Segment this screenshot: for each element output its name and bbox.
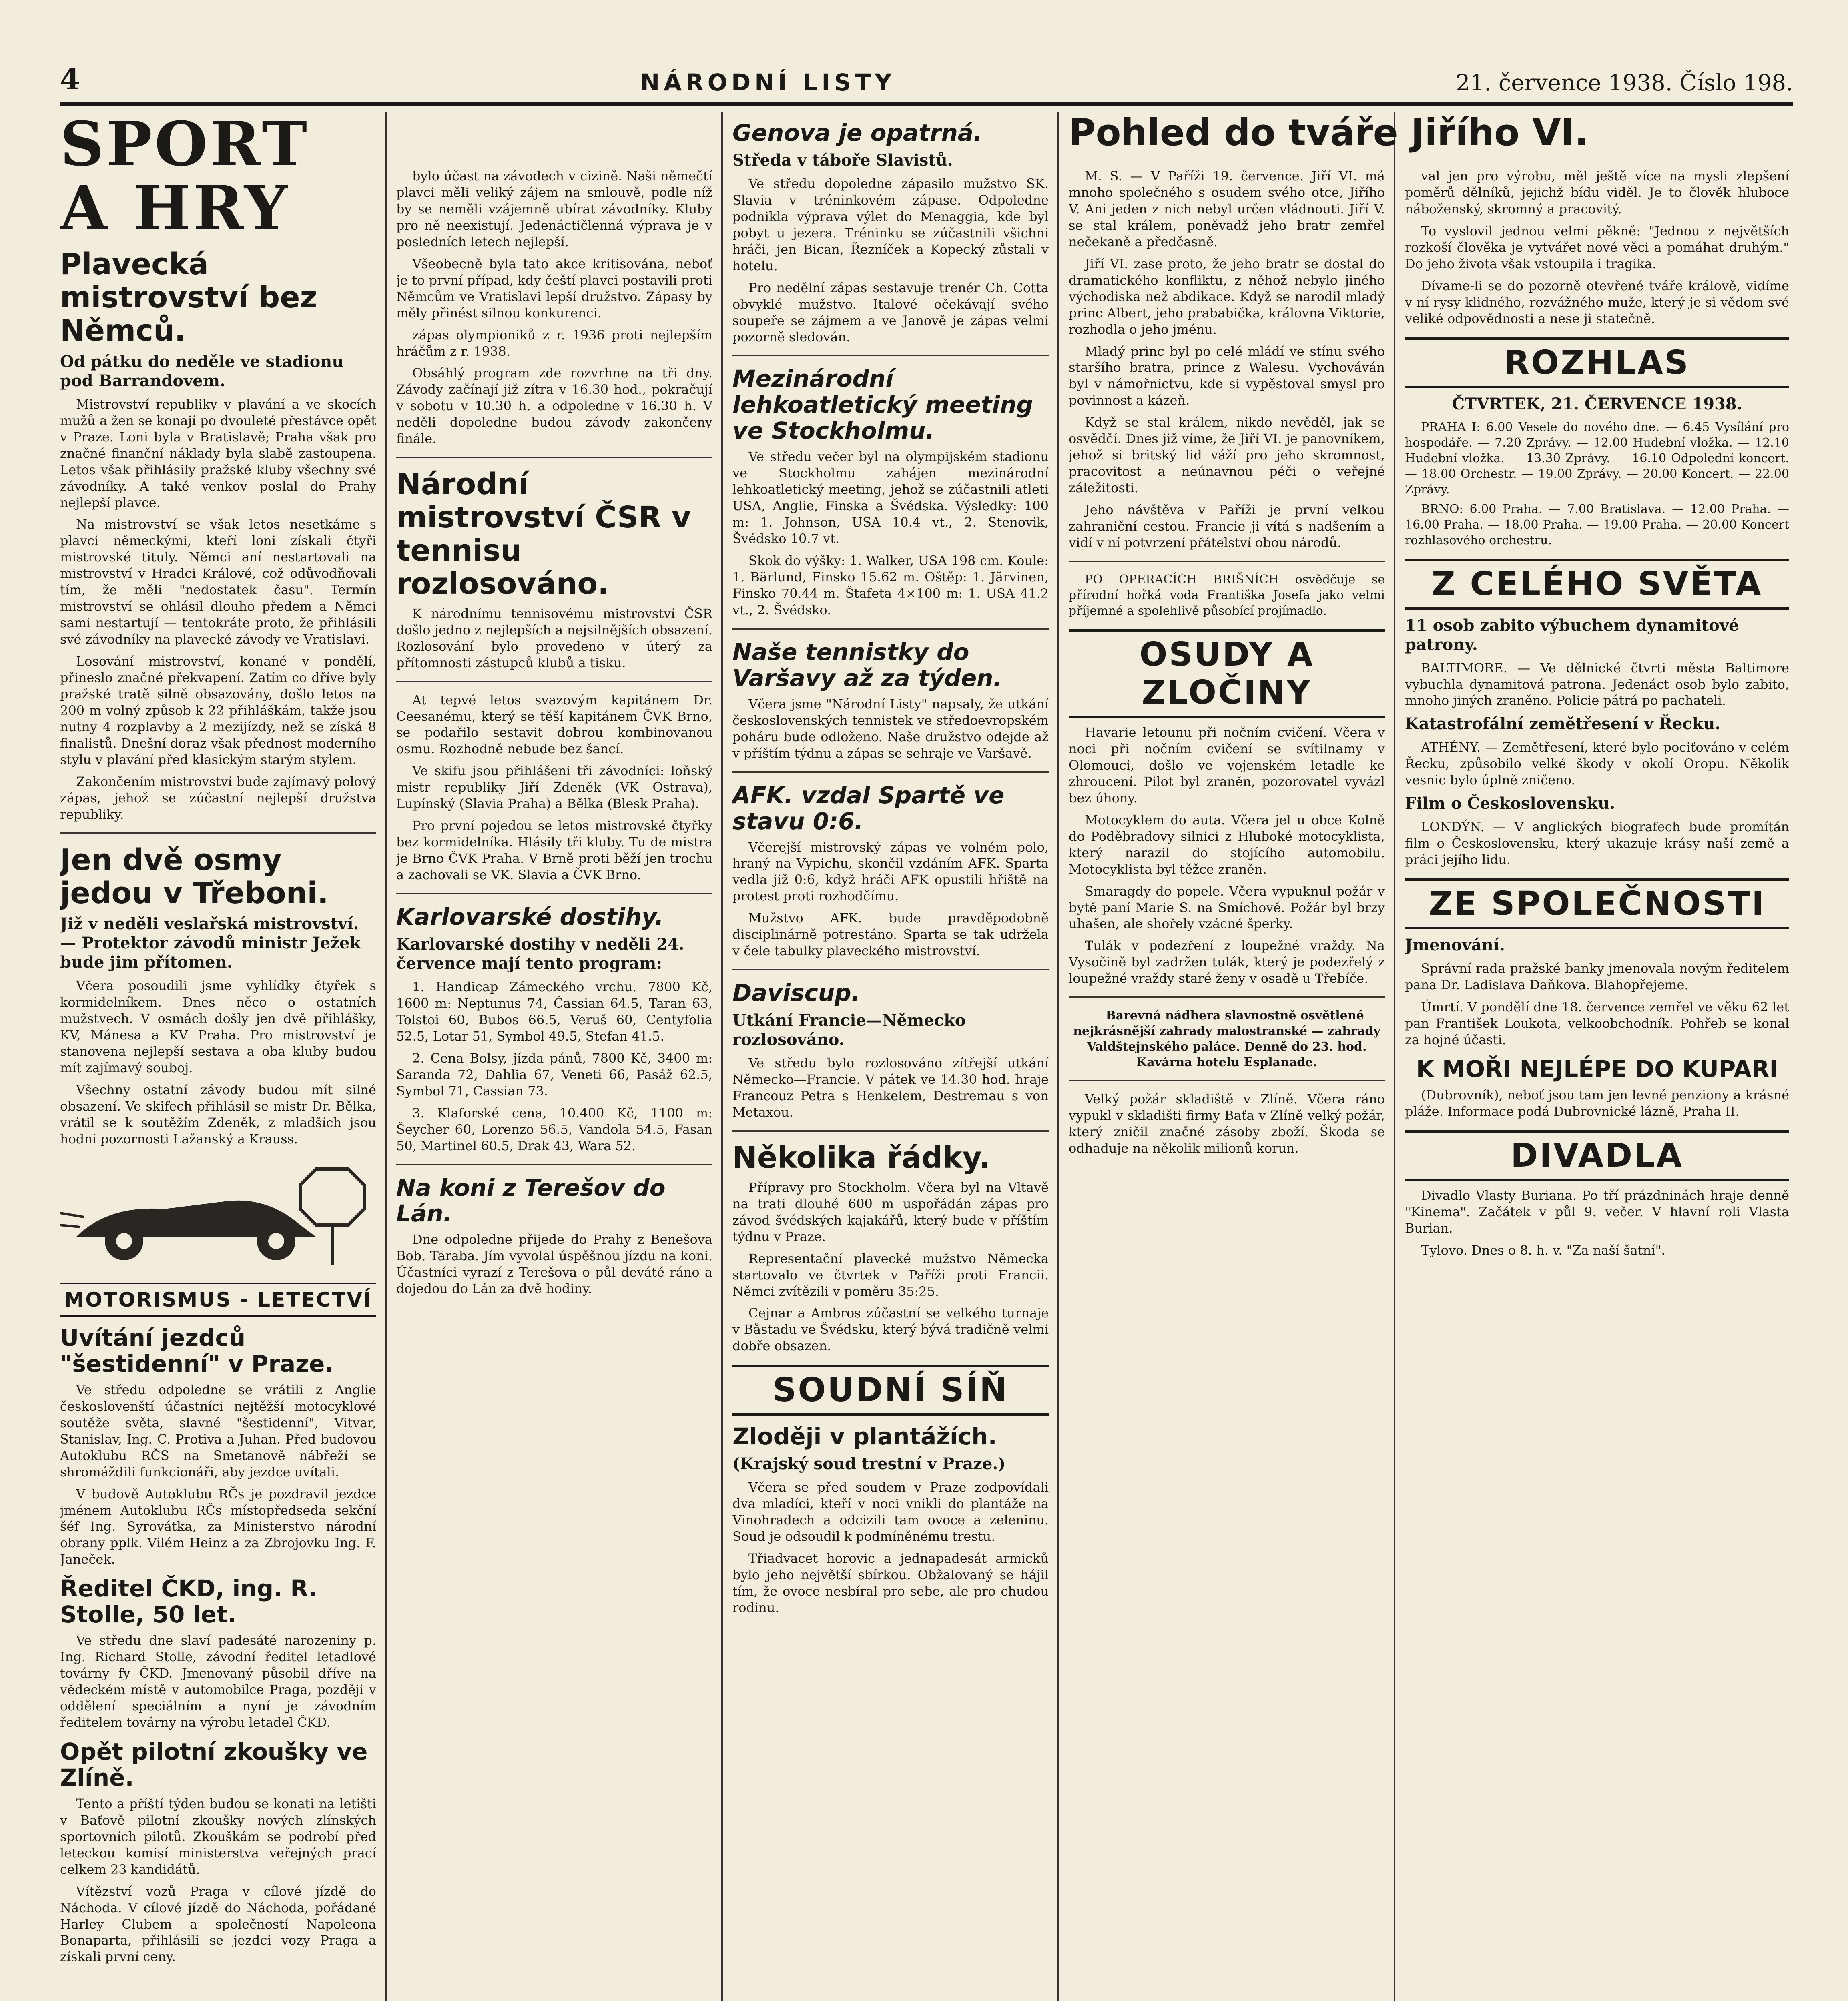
article-paragraph: Jeho návštěva v Paříži je první velkou zahraniční cestou. Francie ji vítá s nadšením a vidí v ní potvrzení přátelství obou národů. xyxy=(1069,502,1385,551)
divider xyxy=(396,1164,712,1165)
article-subhead: ČTVRTEK, 21. ČERVENCE 1938. xyxy=(1452,394,1742,413)
divider xyxy=(1069,996,1385,998)
column-rule xyxy=(1057,112,1059,2001)
divider xyxy=(60,832,376,834)
article-paragraph: Vítězství vozů Praga v cílové jízdě do Náchoda. V cílové jízdě do Náchoda, pořádané Harley Clubem a společností Napoleona Bonaparta, přihlásili se jezdci vozy Praga a získali první ceny. xyxy=(60,1883,376,1965)
article-paragraph: Tulák v podezření z loupežné vraždy. Na Vysočině byl zadržen tulák, který je podezřelý z loupežné vraždy staré ženy v osadě u Třebíče. xyxy=(1069,938,1385,986)
motor-car-illustration xyxy=(60,1157,376,1269)
article-paragraph: Pro první pojedou se letos mistrovské čtyřky bez kormidelníka. Hlásily tři kluby. Tu de mistra je Brno ČVK Praha. V Brně proti běží jen trochu a zachovali se VK. Slavia a ČVK Brno. xyxy=(396,818,712,883)
article-paragraph: Včerejší mistrovský zápas ve volném polo, hraný na Vypichu, skončil vzdáním AFK. Sparta vedla již 0:6, když hráči AFK opustili hřiště na protest proti rozhodčímu. xyxy=(732,839,1049,904)
article-paragraph: Správní rada pražské banky jmenovala novým ředitelem pana Dr. Ladislava Daňkova. Blahopřejeme. xyxy=(1405,961,1789,993)
divider xyxy=(396,681,712,682)
section-banner: MOTORISMUS - LETECTVÍ xyxy=(60,1283,376,1317)
article-paragraph: zápas olympioniků z r. 1936 proti nejlepším hráčům z r. 1938. xyxy=(396,327,712,359)
article-paragraph: Včera se před soudem v Praze zodpovídali dva mladíci, kteří v noci vnikli do plantáže na Vinohradech a odcizili tam ovoce a zeleninu. Soud je odsoudil k podmíněnému trestu. xyxy=(732,1480,1049,1544)
article-paragraph: Representační plavecké mužstvo Německa startovalo ve čtvrtek v Paříži proti Francii. Němci zvítězili v poměru 35:25. xyxy=(732,1251,1049,1299)
article-paragraph: Úmrtí. V pondělí dne 18. července zemřel ve věku 62 let pan František Loukota, velkoobchodník. Pohřeb se konal za hojné účasti. xyxy=(1405,999,1789,1047)
section-box-title: Z CELÉHO SVĚTA xyxy=(1431,565,1763,603)
column-4 xyxy=(1069,168,1385,1162)
section-box-title: SOUDNÍ SÍŇ xyxy=(773,1371,1009,1410)
article-subhead: Od pátku do neděle ve stadionu pod Barrandovem. xyxy=(60,352,344,390)
advert-headline: K MOŘI NEJLÉPE DO KUPARI xyxy=(1416,1055,1778,1083)
article-paragraph: Když se stal králem, nikdo nevěděl, jak se osvědčí. Dnes již víme, že Jiří VI. je panovníkem, jehož si britský lid váží pro jeho skromnost, pracovitost a neúnavnou péči o veřejné záležitosti. xyxy=(1069,415,1385,496)
article-headline: Plavecká mistrovství bez Němců. xyxy=(60,247,317,348)
article-paragraph: bylo účast na závodech v cizině. Naši němečtí plavci měli veliký zájem na smlouvě, podle níž by se neměli vzájemně ubírat závodníky. Kluby pro ně neexistují. Jedenáctičlenná výprava je v posledních letech nejlepší. xyxy=(396,168,712,249)
article-paragraph: Losování mistrovství, konané v pondělí, přineslo značné překvapení. Zatím co dříve byly pražské tratě silně obsazovány, došlo letos na 200 m volný způsob k 22 přihláškám, takže jsou nutny 4 rozplavby a 2 mezijízdy, než se získá 8 finalistů. Dnešní doraz však přednost moderního stylu v plavání před klasickým starým stylem. xyxy=(60,654,376,767)
article-paragraph: To vyslovil jednou velmi pěkně: "Jednou z největších rozkoší člověka je vytvářet nové věci a pomáhat druhým." Do jeho života však vstoupila i tragika. xyxy=(1405,223,1789,271)
article-paragraph: Cejnar a Ambros zúčastní se velkého turnaje v Båstadu ve Švédsku, který bývá tradičně velmi dobře obsazen. xyxy=(732,1305,1049,1354)
article-paragraph: Mladý princ byl po celé mládí ve stínu svého staršího bratra, prince z Walesu. Vychováván byl v námořnictvu, kde si vypěstoval smysl pro povinnost a kázeň. xyxy=(1069,343,1385,408)
divider xyxy=(396,893,712,894)
article-paragraph: K národnímu tennisovému mistrovství ČSR došlo jedno z nejlepších a nejsilnějších obsazení. Rozlosování bylo provedeno v úterý za přítomnosti zástupců klubů a tisku. xyxy=(396,606,712,670)
divider xyxy=(732,355,1049,356)
article-paragraph: V budově Autoklubu RČs je pozdravil jezdce jménem Autoklubu RČs místopředseda sekční šéf Ing. Syrovátka, za Ministerstvo národní obrany pplk. Vilém Heinz a za Zbrojovku Ing. F. Janeček. xyxy=(60,1486,376,1567)
article-headline: Několika řádky. xyxy=(732,1140,990,1175)
article-headline: Národní mistrovství ČSR v tennisu rozlosováno. xyxy=(396,467,691,601)
article-paragraph: Tento a příští týden budou se konati na letišti v Baťově pilotní zkoušky nových zlínských sportovních pilotů. Zkouškám se podrobí před leteckou komisí ministerstva veřejných prací celkem 23 kandidátů. xyxy=(60,1796,376,1877)
article-paragraph: At tepvé letos svazovým kapitánem Dr. Ceesanému, který se těší kapitánem ČVK Brno, se podařilo sestavit dobrou kombinovanou osmu. Rozhodně nebude bez šancí. xyxy=(396,692,712,757)
article-subhead: 11 osob zabito výbuchem dynamitové patrony. xyxy=(1405,616,1739,654)
column-3 xyxy=(732,112,1049,1622)
advert-note: Barevná nádhera slavnostně osvětlené nejkrásnější zahrady malostranské — zahrady Valdštejnského paláce. Denně do 23. hod. Kavárna hotelu Esplanade. xyxy=(1073,1009,1380,1070)
article-paragraph: LONDÝN. — V anglických biografech bude promítán film o Československu, který ukazuje krásy naší země a práci jejího lidu. xyxy=(1405,819,1789,868)
section-box xyxy=(1405,337,1789,388)
article-paragraph: Včera posoudili jsme vyhlídky čtyřek s kormidelníkem. Dnes něco o ostatních mužstvech. V osmách došly jen dvě přihlášky, KV, Mánesa a KV Praha. Pro mistrovství je stanovena nejlepší sestava a oba kluby budou mít zajímavý souboj. xyxy=(60,978,376,1076)
article-headline: Uvítání jezdců "šestidenní" v Praze. xyxy=(60,1324,334,1377)
article-headline: AFK. vzdal Spartě ve stavu 0:6. xyxy=(732,781,1005,835)
section-box-title: DIVADLA xyxy=(1511,1136,1683,1175)
article-headline: Genova je opatrná. xyxy=(732,119,982,146)
section-box-title: ROZHLAS xyxy=(1504,343,1690,382)
article-subhead: Film o Československu. xyxy=(1405,794,1615,813)
article-paragraph: Divadlo Vlasty Buriana. Po tří prázdninách hraje denně "Kinema". Začátek v půl 9. večer. V hlavní roli Vlasta Burian. xyxy=(1405,1187,1789,1236)
section-box xyxy=(1405,559,1789,610)
article-paragraph: Dne odpoledne přijede do Prahy z Benešova Bob. Taraba. Jím vyvolal úspěšnou jízdu na koni. Účastníci vyrazí z Terešova o půl deváté ráno a dojedou do Lán za dvě hodiny. xyxy=(396,1232,712,1297)
divider xyxy=(1069,1080,1385,1081)
paper-name: NÁRODNÍ LISTY xyxy=(640,69,896,96)
article-subhead: (Krajský soud trestní v Praze.) xyxy=(732,1454,1006,1474)
divider xyxy=(732,969,1049,970)
article-subhead: Středa v táboře Slavistů. xyxy=(732,150,953,170)
article-paragraph: Všeobecně byla tato akce kritisována, neboť je to první případ, kdy čeští plavci postavili proti Němcům ve Vratislavi lepší družstvo. Zápasy by měly přinést silnou konkurenci. xyxy=(396,256,712,321)
article-paragraph: Velký požár skladiště v Zlíně. Včera ráno vypukl v skladišti firmy Baťa v Zlíně velký požár, který zničil značné zásoby zboží. Škoda se odhaduje na několik milionů korun. xyxy=(1069,1091,1385,1156)
section-box-title: OSUDY A ZLOČINY xyxy=(1139,635,1314,712)
article-headline: Karlovarské dostihy. xyxy=(396,903,664,931)
article-headline: Na koni z Terešov do Lán. xyxy=(396,1174,666,1227)
divider xyxy=(396,457,712,458)
article-paragraph: BALTIMORE. — Ve dělnické čtvrti města Baltimore vybuchla dynamitová patrona. Jedenáct osob bylo zabito, mnoho jiných zraněno. Policie pátrá po pachateli. xyxy=(1405,660,1789,708)
article-paragraph: Jiří VI. zase proto, že jeho bratr se dostal do dramatického konfliktu, z něhož nebylo jiného východiska než abdikace. Když se narodil mladý princ Albert, jeho prababička, královna Viktorie, rozhodla o jeho jménu. xyxy=(1069,256,1385,337)
divider xyxy=(1069,561,1385,562)
article-paragraph: Ve skifu jsou přihlášeni tři závodníci: loňský mistr republiky Jiří Zdeněk (VK Ostrava), Lupínský (Slavia Praha) a Bělka (Blesk Praha). xyxy=(396,763,712,812)
article-paragraph: 3. Klaforské cena, 10.400 Kč, 1100 m: Šeycher 60, Lorenzo 56.5, Vandola 54.5, Fasan 50, Martinel 60.5, Drak 43, Wara 52. xyxy=(396,1105,712,1153)
article-paragraph: Tylovo. Dnes o 8. h. v. "Za naší šatní". xyxy=(1421,1242,1665,1258)
article-paragraph: Včera jsme "Národní Listy" napsaly, že utkání československých tennistek ve středoevropském poháru bude odloženo. Naše družstvo odejde až v příštím týdnu a zápas se sehraje ve Varšavě. xyxy=(732,696,1049,761)
masthead xyxy=(60,60,1793,106)
article-paragraph: 1. Handicap Zámeckého vrchu. 7800 Kč, 1600 m: Neptunus 74, Čassian 64.5, Taran 63, Tolstoi 60, Bubos 66.5, Veruš 60, Centyfolia 52.5, Lotar 51, Symbol 49.5, Stefan 41.5. xyxy=(396,979,712,1044)
section-box xyxy=(1405,878,1789,929)
column-rule xyxy=(721,112,723,2001)
issue-date: 21. července 1938. Číslo 198. xyxy=(1455,70,1793,96)
column-2 xyxy=(396,168,712,1303)
article-paragraph: Obsáhlý program zde rozvrhne na tři dny. Závody začínají již zítra v 16.30 hod., pokračují v sobotu v 10.30 h. a odpoledne v 16.30 h. V neděli dopoledne budou závody zakončeny finále. xyxy=(396,365,712,447)
article-paragraph: Zakončením mistrovství bude zajímavý polový zápas, jehož se zúčastní nejlepší družstva republiky. xyxy=(60,774,376,822)
page-number: 4 xyxy=(60,62,80,96)
article-paragraph: val jen pro výrobu, měl ještě více na mysli zlepšení poměrů dělníků, jejichž bídu viděl. Je to člověk hluboce náboženský, skromný a pracovitý. xyxy=(1405,168,1789,217)
column-4-headline-span xyxy=(1069,112,1729,158)
article-headline: Ředitel ČKD, ing. R. Stolle, 50 let. xyxy=(60,1575,318,1628)
column-5 xyxy=(1405,168,1789,1264)
divider xyxy=(732,771,1049,773)
article-paragraph: (Dubrovník), neboť jsou tam jen levné penziony a krásné pláže. Informace podá Dubrovnické lázně, Praha II. xyxy=(1405,1087,1789,1119)
article-paragraph: 2. Cena Bolsy, jízda pánů, 7800 Kč, 3400 m: Saranda 72, Dahlia 67, Veneti 66, Pasáž 62.5, Symbol 71, Cassian 73. xyxy=(396,1050,712,1099)
divider xyxy=(732,628,1049,630)
article-subhead: Již v neděli veslařská mistrovství. — Protektor závodů ministr Ježek bude jim přítomen. xyxy=(60,914,361,972)
article-paragraph: Skok do výšky: 1. Walker, USA 198 cm. Koule: 1. Bärlund, Finsko 15.62 m. Oštěp: 1. Järvinen, Finsko 70.44 m. Štafeta 4×100 m: 1. USA 41.2 vt., 2. Švédsko. xyxy=(732,553,1049,618)
article-paragraph: Ve středu dne slaví padesáté narozeniny p. Ing. Richard Stolle, závodní ředitel letadlové továrny fy ČKD. Jmenovaný působil dříve na vědeckém místě v automobilce Praga, později v oddělení speciálním a nyní je závodním ředitelem továrny na výrobu letadel ČKD. xyxy=(60,1633,376,1730)
article-paragraph: Dívame-li se do pozorně otevřené tváře králově, vidíme v ní rysy klidného, rozvážného muže, který je si vědom své veliké odpovědnosti a nese ji statečně. xyxy=(1405,278,1789,326)
advert-note: PO OPERACÍCH BRIŠNÍCH osvědčuje se přírodní hořká voda Františka Josefa jako velmi příjemné a spolehlivě působící projímadlo. xyxy=(1069,572,1385,618)
article-headline: Zloději v plantážích. xyxy=(732,1423,997,1450)
article-paragraph: Havarie letounu při nočním cvičení. Včera v noci při nočním cvičení se svítilnamy v Olomouci, došlo ve vojenském letadle ke zhroucení. Pilot byl zraněn, pozorovatel vyvázl bez úhony. xyxy=(1069,724,1385,806)
article-paragraph: Ve středu dopoledne zápasilo mužstvo SK. Slavia v tréninkovém zápase. Odpoledne podnikla výprava výlet do Menaggia, kde byl pobyt u jezera. Tréninku se zúčastnili všichni hráči, jen Bican, Řezníček a Kopecký zůstali v hotelu. xyxy=(732,176,1049,273)
article-headline: Pohled do tváře Jiřího VI. xyxy=(1069,112,1589,154)
column-1 xyxy=(60,112,376,1971)
section-box xyxy=(1069,629,1385,718)
article-paragraph: Smaragdy do popele. Včera vypuknul požár v bytě paní Marie S. na Smíchově. Požár byl brzy uhašen, ale shořely vzácné šperky. xyxy=(1069,883,1385,932)
article-paragraph: Motocyklem do auta. Včera jel u obce Kolně do Poděbradovy silnici z Hluboké motocyklista, který narazil do stojícího automobilu. Motocyklista byl těžce zraněn. xyxy=(1069,812,1385,877)
article-paragraph: Na mistrovství se však letos nesetkáme s plavci německými, kteří loni získali čtyři mistrovské tituly. Němci aní nestartovali na mistrovství v Hradci Králové, což odůvodňovali tím, že měli "nedostatek času". Termín mistrovství se ohlásil dlouho předem a Němci sami nestartují — tentokráte proto, že přihlásili své závodníky na plavecké závody ve Vratislavi. xyxy=(60,517,376,647)
section-box xyxy=(1405,1130,1789,1181)
article-subhead: Utkání Francie—Německo rozlosováno. xyxy=(732,1011,966,1049)
radio-listing: PRAHA I: 6.00 Vesele do nového dne. — 6.45 Vysílání pro hospodáře. — 7.20 Zprávy. — 12.00 Hudební vložka. — 12.10 Hudební vložka. — 13.30 Zprávy. — 16.10 Odpolední koncert. — 18.00 Orchestr. — 19.00 Zprávy. — 20.00 Koncert. — 22.00 Zprávy. xyxy=(1405,420,1789,497)
article-headline: Mezinárodní lehkoatletický meeting ve Stockholmu. xyxy=(732,365,1033,445)
radio-listing: BRNO: 6.00 Praha. — 7.00 Bratislava. — 12.00 Praha. — 16.00 Praha. — 18.00 Praha. — 19.00 Praha. — 20.00 Koncert rozhlasového orchestru. xyxy=(1405,502,1789,547)
section-box-title: ZE SPOLEČNOSTI xyxy=(1429,885,1766,923)
article-paragraph: Pro nedělní zápas sestavuje trenér Ch. Cotta obvyklé mužstvo. Italové očekávají svého soupeře se zájmem a ve Janově je zápas velmi pozorně sledován. xyxy=(732,280,1049,345)
article-headline: Naše tennistky do Varšavy až za týden. xyxy=(732,638,1002,692)
article-headline: Opět pilotní zkoušky ve Zlíně. xyxy=(60,1738,368,1791)
section-title: SPORT A HRY xyxy=(60,112,310,244)
article-paragraph: Mužstvo AFK. bude pravděpodobně disciplinárně potrestáno. Sparta se tak udržela v čele tabulky plaveckého mistrovství. xyxy=(732,910,1049,959)
article-paragraph: Třiadvacet horovic a jednapadesát armicků bylo jeho největší sbírkou. Obžalovaný se hájil tím, že ovoce nesbíral pro sebe, ale pro chudou rodinu. xyxy=(732,1551,1049,1615)
article-paragraph: Ve středu večer byl na olympijském stadionu ve Stockholmu zahájen mezinárodní lehkoatletický meeting, jehož se zúčastnili atleti USA, Anglie, Finska a Švédska. Výsledky: 100 m: 1. Johnson, USA 10.4 vt., 2. Stenovik, Švédsko 10.7 vt. xyxy=(732,449,1049,547)
article-paragraph: Všechny ostatní závody budou mít silné obsazení. Ve skifech přihlásil se mistr Dr. Bělka, vrátil se k soutěžím Zdeněk, z mladších jsou hodni pozornosti Lažanský a Krauss. xyxy=(60,1082,376,1147)
article-subhead: Karlovarské dostihy v neděli 24. července mají tento program: xyxy=(396,935,684,973)
divider xyxy=(732,1130,1049,1132)
article-subhead: Katastrofální zemětřesení v Řecku. xyxy=(1405,714,1721,734)
article-paragraph: Přípravy pro Stockholm. Včera byl na Vltavě na trati dlouhé 600 m uspořádán zápas pro závod švédských kajakářů, který bude v příštím týdnu v Praze. xyxy=(732,1179,1049,1244)
article-headline: Daviscup. xyxy=(732,979,860,1007)
column-rule xyxy=(385,112,387,2001)
article-subhead: Jmenování. xyxy=(1405,936,1505,955)
article-paragraph: Mistrovství republiky v plavání a ve skocích mužů a žen se konají po dvouleté přestávce opět v Praze. Loni byla v Bratislavě; Praha však pro značné finanční náklady byla slabě zastoupena. Letos však přihlásily pražské kluby všechny své závodníky. A také venkov poslal do Prahy nejlepší plavce. xyxy=(60,396,376,510)
article-paragraph: ATHÉNY. — Zemětřesení, které bylo pociťováno v celém Řecku, způsobilo velké škody v okolí Oropu. Několik vesnic bylo úplně zničeno. xyxy=(1405,740,1789,788)
column-rule xyxy=(1394,112,1395,2001)
article-paragraph: Ve středu bylo rozlosováno zítřejší utkání Německo—Francie. V pátek ve 14.30 hod. hraje Francouz Petra s Henkelem, Destremau s von Metaxou. xyxy=(732,1055,1049,1120)
article-headline: Jen dvě osmy jedou v Třeboni. xyxy=(60,842,329,910)
section-box xyxy=(732,1365,1049,1416)
article-paragraph: M. S. — V Paříži 19. července. Jiří VI. má mnoho společného s osudem svého otce, Jiřího V. Ani jeden z nich nebyl určen vládnouti. Jiří V. se stal králem, poněvadž jeho bratr zemřel nečekaně a předčasně. xyxy=(1069,168,1385,249)
article-paragraph: Ve středu odpoledne se vrátili z Anglie českoslovenští účastníci nejtěžší motocyklové soutěže světa, slavné "šestidenní", Vitvar, Stanislav, Ing. C. Protiva a Juhan. Před budovou Autoklubu RČS na Smetanově nábřeží se shromáždili funkcionáři, aby jezdce uvítali. xyxy=(60,1382,376,1480)
